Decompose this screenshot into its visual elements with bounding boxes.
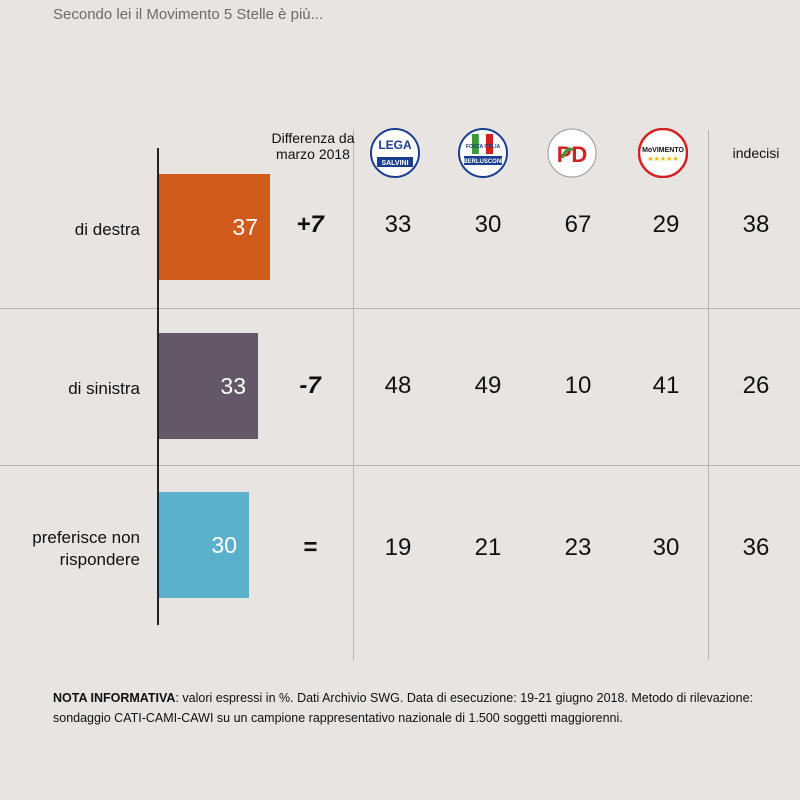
info-note [53,688,753,728]
bar-value-sinistra: 33 [220,372,246,399]
info-note-text: : valori espressi in %. Dati Archivio SWG. Data di esecuzione: 19-21 giugno 2018. Metodo di rilevazione: sondaggio CATI-CAMI-CAWI su un campione rappresentativo nazionale di 1.500 soggetti maggiorenni. [53,691,753,725]
diff-sinistra: -7 [299,372,321,399]
diff-destra: +7 [296,211,324,238]
pd-logo-icon [547,128,597,178]
row-divider [0,465,800,466]
cell-destra-fi: 30 [474,211,502,238]
pd-logo-text: PD [556,142,588,167]
cell-destra-indecisi: 38 [742,211,770,238]
forza-italia-logo-text: FORZA ITALIA [465,144,501,150]
column-divider [708,130,709,660]
lega-logo-text: LEGA [378,138,412,152]
cell-non-risponde-fi: 21 [474,534,502,561]
cell-destra-lega: 33 [384,211,412,238]
row-label-non-risponde [0,527,140,571]
diff-non-risponde: = [302,534,317,561]
forza-italia-logo-icon [458,128,508,178]
lega-logo-icon [370,128,420,178]
chart-title: Secondo lei il Movimento 5 Stelle è più... [53,6,324,23]
info-note-label: NOTA INFORMATIVA [53,691,176,705]
cell-destra-pd: 67 [564,211,592,238]
cell-non-risponde-m5s: 30 [652,534,680,561]
m5s-logo-text: MoVIMENTO [642,147,684,154]
difference-header: Differenza da marzo 2018 [271,130,355,162]
cell-sinistra-indecisi: 26 [742,372,770,399]
row-label-line2: rispondere [59,550,140,569]
cell-non-risponde-indecisi: 36 [742,534,770,561]
m5s-logo-icon [638,128,688,178]
column-divider [353,130,354,660]
cell-destra-m5s: 29 [652,211,680,238]
cell-sinistra-fi: 49 [474,372,502,399]
row-label-destra: di destra [74,220,140,239]
cell-non-risponde-pd: 23 [564,534,592,561]
row-label-sinistra: di sinistra [68,379,140,398]
row-label-line1: preferisce non [32,528,140,547]
bar-value-destra: 37 [232,213,258,240]
bar-value-non-risponde: 30 [211,531,237,558]
row-divider [0,308,800,309]
bar-non-risponde [159,492,249,598]
cell-sinistra-lega: 48 [384,372,412,399]
cell-non-risponde-lega: 19 [384,534,412,561]
lega-logo-sub: SALVINI [381,160,409,167]
svg-text:★★★★★: ★★★★★ [647,155,679,163]
bar-destra [159,174,270,280]
cell-sinistra-m5s: 41 [652,372,680,399]
cell-sinistra-pd: 10 [564,372,592,399]
bar-sinistra [159,333,258,439]
forza-italia-logo-sub: BERLUSCONI [463,159,503,165]
indecisi-header: indecisi [732,145,780,161]
